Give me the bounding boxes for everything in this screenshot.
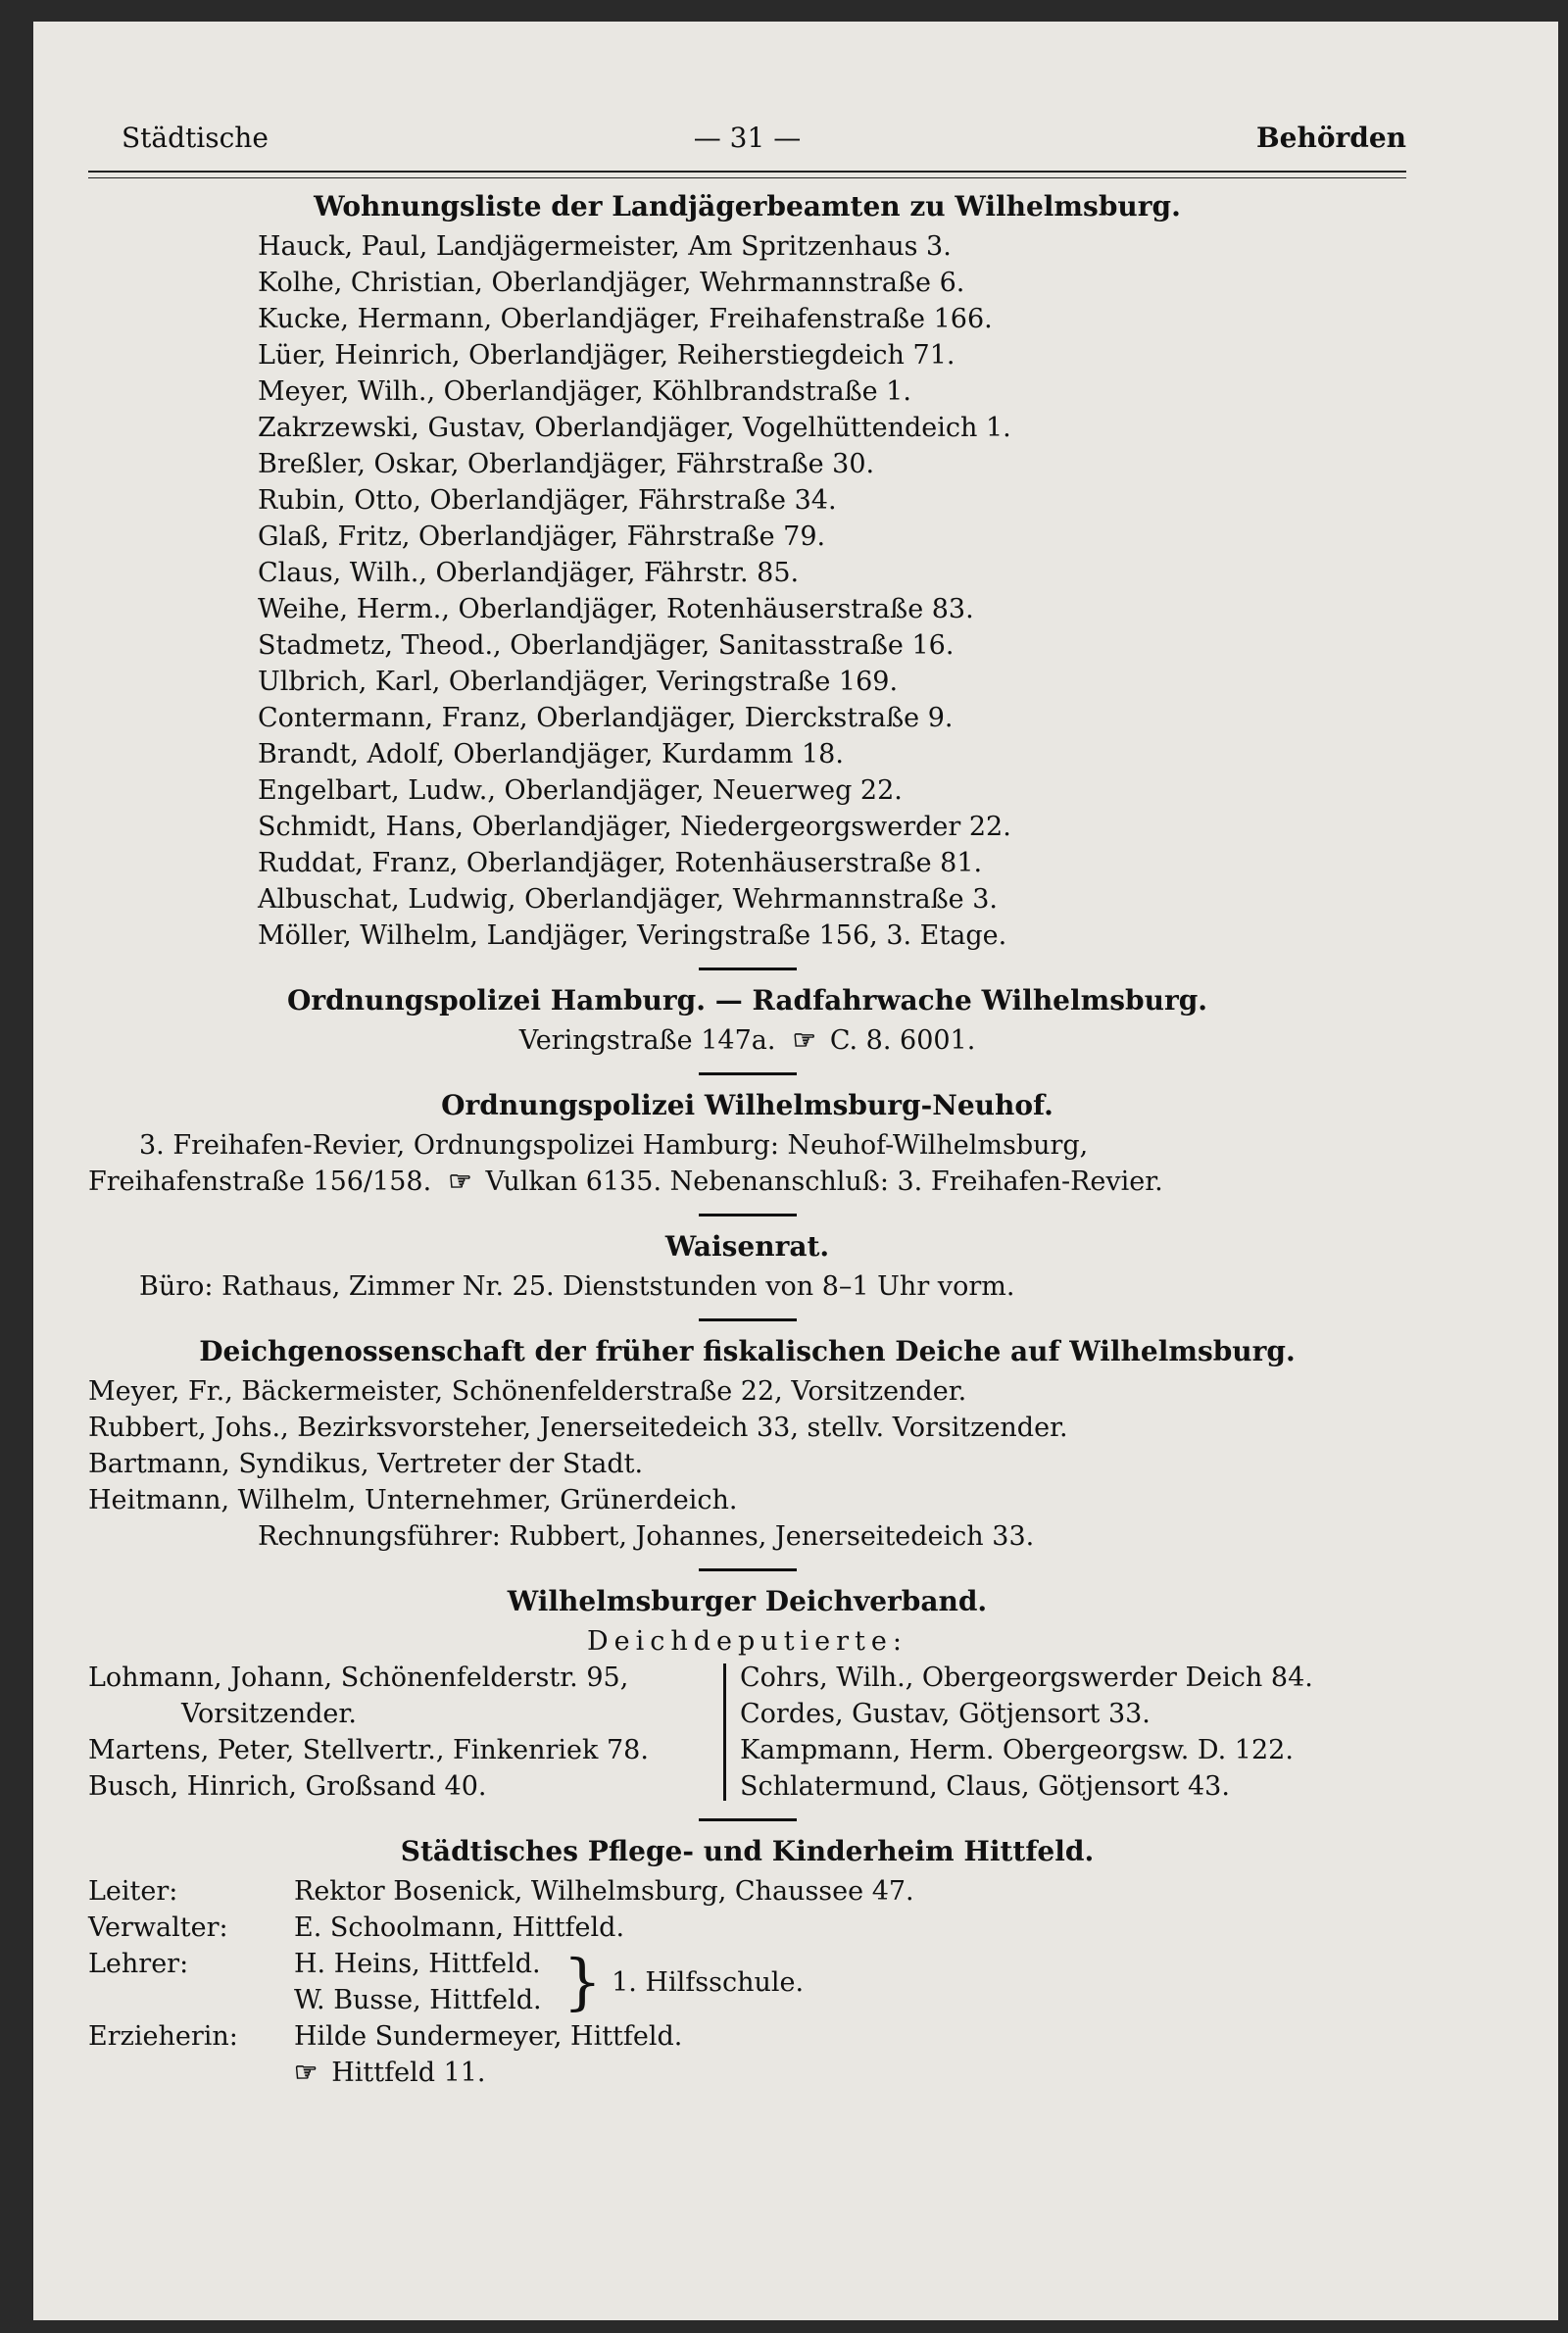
erzieherin-label: Erzieherin:	[88, 2021, 238, 2052]
list-item: Schlatermund, Claus, Götjensort 43.	[740, 1771, 1230, 1802]
list-item: Ruddat, Franz, Oberlandjäger, Rotenhäuserstraße 81.	[258, 848, 983, 878]
list-item: Martens, Peter, Stellvertr., Finkenriek 78.	[88, 1735, 649, 1765]
neuhof-line-2	[88, 1164, 1406, 1200]
telephone-hand-icon: ☞	[792, 1025, 816, 1056]
header-rule-thin	[88, 177, 1406, 178]
list-item: Lüer, Heinrich, Oberlandjäger, Reiherstiegdeich 71.	[258, 340, 956, 371]
neuhof-line-1: 3. Freihafen-Revier, Ordnungspolizei Hamburg: Neuhof-Wilhelmsburg,	[139, 1130, 1089, 1161]
section-divider	[699, 1214, 797, 1216]
deichverband-subtitle: Deichdeputierte:	[586, 1626, 907, 1657]
rechnungsfuehrer-line: Rechnungsführer: Rubbert, Johannes, Jenerseitedeich 33.	[258, 1521, 1035, 1552]
leiter-value: Rektor Bosenick, Wilhelmsburg, Chaussee 47.	[294, 1876, 914, 1907]
list-item: Kampmann, Herm. Obergeorgsw. D. 122.	[740, 1735, 1294, 1765]
section-title-deichverband: Wilhelmsburger Deichverband.	[507, 1585, 988, 1617]
list-item: Möller, Wilhelm, Landjäger, Veringstraße 156, 3. Etage.	[258, 920, 1007, 951]
waisenrat-line: Büro: Rathaus, Zimmer Nr. 25. Dienststunden von 8–1 Uhr vorm.	[139, 1271, 1015, 1302]
list-item: Albuschat, Ludwig, Oberlandjäger, Wehrmannstraße 3.	[258, 884, 998, 915]
list-item: Weihe, Herm., Oberlandjäger, Rotenhäuserstraße 83.	[258, 594, 974, 624]
list-item: Bartmann, Syndikus, Vertreter der Stadt.	[88, 1449, 644, 1479]
section-title-pflegeheim: Städtisches Pflege- und Kinderheim Hittfeld.	[400, 1835, 1095, 1867]
address: Veringstraße 147a.	[518, 1025, 776, 1056]
list-item: Lohmann, Johann, Schönenfelderstr. 95,	[88, 1663, 629, 1693]
pflegeheim-phone: Hittfeld 11.	[331, 2058, 486, 2088]
section-divider	[699, 1568, 797, 1571]
pflegeheim-phone-line	[88, 2055, 1406, 2091]
deichverband-right-column	[740, 1660, 1406, 1805]
section-divider	[699, 1318, 797, 1321]
verwalter-line	[88, 1910, 1406, 1946]
list-item: Stadmetz, Theod., Oberlandjäger, Sanitasstraße 16.	[258, 630, 955, 661]
neuhof-phone: Vulkan 6135. Nebenanschluß: 3. Freihafen-Revier.	[485, 1166, 1163, 1197]
section-divider	[699, 1072, 797, 1075]
leiter-line	[88, 1873, 1406, 1910]
lehrer-block	[88, 1946, 1406, 2018]
list-item: Claus, Wilh., Oberlandjäger, Fährstr. 85.	[258, 558, 800, 588]
landjaeger-list	[88, 228, 1406, 954]
deichverband-columns	[88, 1660, 1406, 1805]
document-page	[33, 22, 1558, 2320]
list-item: Kucke, Hermann, Oberlandjäger, Freihafenstraße 166.	[258, 304, 993, 334]
telephone-hand-icon: ☞	[294, 2058, 318, 2088]
telephone-hand-icon: ☞	[448, 1166, 472, 1197]
section-divider	[699, 968, 797, 970]
lehrer-note: 1. Hilfsschule.	[612, 1966, 805, 1998]
ordnung-hamburg-address-line	[88, 1022, 1406, 1059]
page-number: — 31 —	[693, 122, 802, 154]
phone-number: C. 8. 6001.	[829, 1025, 976, 1056]
lehrer-2: W. Busse, Hittfeld.	[294, 1985, 542, 2015]
list-item: Schmidt, Hans, Oberlandjäger, Niedergeorgswerder 22.	[258, 812, 1011, 842]
section-title-ordnung-hamburg: Ordnungspolizei Hamburg. — Radfahrwache Wilhelmsburg.	[286, 984, 1208, 1017]
list-item: Kolhe, Christian, Oberlandjäger, Wehrmannstraße 6.	[258, 268, 965, 298]
verwalter-label: Verwalter:	[88, 1912, 228, 1943]
list-item: Breßler, Oskar, Oberlandjäger, Fährstraße 30.	[258, 449, 875, 479]
deichverband-left-column	[88, 1660, 715, 1805]
section-title-deichgenossenschaft: Deichgenossenschaft der früher fiskalischen Deiche auf Wilhelmsburg.	[199, 1335, 1296, 1367]
list-item: Hauck, Paul, Landjägermeister, Am Spritzenhaus 3.	[258, 231, 952, 262]
list-item: Contermann, Franz, Oberlandjäger, Dierckstraße 9.	[258, 703, 954, 733]
list-item: Meyer, Fr., Bäckermeister, Schönenfelderstraße 22, Vorsitzender.	[88, 1376, 967, 1407]
neuhof-address: Freihafenstraße 156/158.	[88, 1166, 432, 1197]
list-item: Engelbart, Ludw., Oberlandjäger, Neuerweg 22.	[258, 775, 903, 806]
list-item: Cohrs, Wilh., Obergeorgswerder Deich 84.	[740, 1663, 1313, 1693]
list-item: Brandt, Adolf, Oberlandjäger, Kurdamm 18.	[258, 739, 844, 769]
brace-icon: }	[563, 1946, 603, 2017]
list-item: Rubbert, Johs., Bezirksvorsteher, Jenerseitedeich 33, stellv. Vorsitzender.	[88, 1413, 1068, 1443]
lehrer-1: H. Heins, Hittfeld.	[294, 1949, 541, 1979]
list-item: Ulbrich, Karl, Oberlandjäger, Veringstraße 169.	[258, 667, 899, 697]
list-item: Zakrzewski, Gustav, Oberlandjäger, Vogelhüttendeich 1.	[258, 413, 1011, 443]
list-item: Cordes, Gustav, Götjensort 33.	[740, 1699, 1151, 1729]
list-item: Heitmann, Wilhelm, Unternehmer, Grünerdeich.	[88, 1485, 738, 1515]
verwalter-value: E. Schoolmann, Hittfeld.	[294, 1912, 625, 1943]
page-content	[88, 120, 1406, 2091]
header-left: Städtische	[122, 122, 269, 154]
leiter-label: Leiter:	[88, 1876, 178, 1907]
section-title-ordnung-neuhof: Ordnungspolizei Wilhelmsburg-Neuhof.	[441, 1089, 1054, 1121]
section-divider	[699, 1818, 797, 1821]
column-separator	[723, 1663, 726, 1801]
list-item: Meyer, Wilh., Oberlandjäger, Köhlbrandstraße 1.	[258, 376, 911, 407]
header-rule	[88, 171, 1406, 173]
section-title-waisenrat: Waisenrat.	[664, 1230, 830, 1263]
list-item: Vorsitzender.	[181, 1699, 357, 1729]
lehrer-label: Lehrer:	[88, 1949, 189, 1979]
list-item: Busch, Hinrich, Großsand 40.	[88, 1771, 487, 1802]
list-item: Rubin, Otto, Oberlandjäger, Fährstraße 34.	[258, 485, 837, 516]
section-title-landjaeger: Wohnungsliste der Landjägerbeamten zu Wilhelmsburg.	[314, 190, 1181, 223]
running-header	[88, 120, 1406, 165]
header-right: Behörden	[1255, 122, 1406, 154]
erzieherin-line	[88, 2018, 1406, 2055]
list-item: Glaß, Fritz, Oberlandjäger, Fährstraße 79.	[258, 521, 826, 552]
lehrer-names	[88, 1946, 542, 2018]
erzieherin-value: Hilde Sundermeyer, Hittfeld.	[294, 2021, 683, 2052]
